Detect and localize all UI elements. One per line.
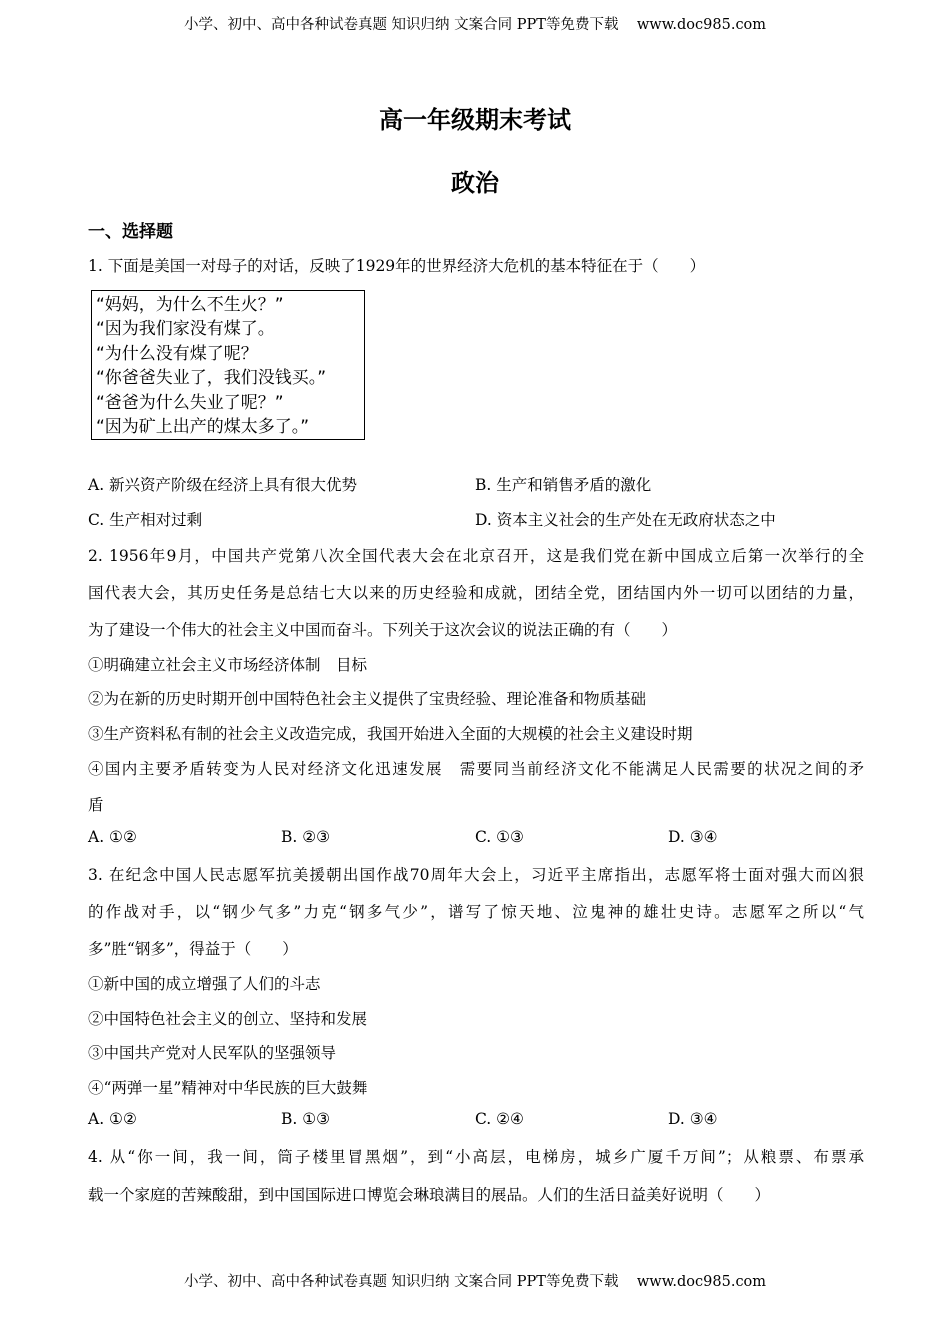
dialogue-line: “爸爸为什么失业了呢？” xyxy=(96,392,284,413)
dialogue-line: “因为矿上出产的煤太多了。” xyxy=(96,417,310,438)
q3-stem-line: 的作战对手，以“钢少气多”力克“钢多气少”，谱写了惊天地、泣鬼神的雄壮史诗。志愿军之所以“气 xyxy=(88,903,864,921)
dialogue-box xyxy=(91,290,365,440)
q3-option-a: A. ①② xyxy=(88,1110,137,1128)
q3-option-b: B. ①③ xyxy=(281,1110,331,1128)
q3-item: ①新中国的成立增强了人们的斗志 xyxy=(88,975,321,993)
q2-item: ④国内主要矛盾转变为人民对经济文化迅速发展 需要同当前经济文化不能满足人民需要的状况之间的矛 xyxy=(88,760,864,778)
page-header: 小学、初中、高中各种试卷真题 知识归纳 文案合同 PPT等免费下载 www.doc985.com xyxy=(183,17,767,33)
q1-option-b: B. 生产和销售矛盾的激化 xyxy=(475,476,652,494)
q1-option-c: C. 生产相对过剩 xyxy=(88,511,203,529)
q3-stem-line: 多”胜“钢多”，得益于（ ） xyxy=(88,940,298,958)
dialogue-line: “因为我们家没有煤了。 xyxy=(96,319,275,340)
q3-option-d: D. ③④ xyxy=(668,1110,718,1128)
q2-option-d: D. ③④ xyxy=(668,828,718,846)
q2-option-c: C. ①③ xyxy=(475,828,524,846)
q2-stem-line: 2. 1956年9月，中国共产党第八次全国代表大会在北京召开，这是我们党在新中国成立后第一次举行的全 xyxy=(88,547,864,565)
dialogue-line: “为什么没有煤了呢？ xyxy=(96,343,258,364)
exam-title: 高一年级期末考试 xyxy=(379,105,571,134)
q3-stem-line: 3. 在纪念中国人民志愿军抗美援朝出国作战70周年大会上，习近平主席指出，志愿军将士面对强大而凶狠 xyxy=(88,866,864,884)
page-footer: 小学、初中、高中各种试卷真题 知识归纳 文案合同 PPT等免费下载 www.doc985.com xyxy=(183,1274,767,1290)
q1-stem: 1. 下面是美国一对母子的对话，反映了1929年的世界经济大危机的基本特征在于（ ） xyxy=(88,257,706,275)
q2-item: ①明确建立社会主义市场经济体制 目标 xyxy=(88,656,368,674)
q4-stem-line: 载一个家庭的苦辣酸甜，到中国国际进口博览会琳琅满目的展品。人们的生活日益美好说明（ ） xyxy=(88,1186,771,1204)
q2-stem-line: 国代表大会，其历史任务是总结七大以来的历史经验和成就，团结全党，团结国内外一切可以团结的力量， xyxy=(88,584,864,602)
dialogue-line: “妈妈，为什么不生火？” xyxy=(96,295,284,315)
q2-stem-line: 为了建设一个伟大的社会主义中国而奋斗。下列关于这次会议的说法正确的有（ ） xyxy=(88,621,678,639)
dialogue-line: “你爸爸失业了，我们没钱买。” xyxy=(96,368,327,389)
q2-item: ③生产资料私有制的社会主义改造完成，我国开始进入全面的大规模的社会主义建设时期 xyxy=(88,725,693,743)
q3-option-c: C. ②④ xyxy=(475,1110,524,1128)
q1-option-d: D. 资本主义社会的生产处在无政府状态之中 xyxy=(475,511,776,529)
q4-stem-line: 4. 从“你一间，我一间，筒子楼里冒黑烟”，到“小高层，电梯房，城乡广厦千万间”；从粮票、布票承 xyxy=(88,1148,864,1166)
q3-item: ③中国共产党对人民军队的坚强领导 xyxy=(88,1044,337,1062)
q2-option-b: B. ②③ xyxy=(281,828,331,846)
section-heading: 一、选择题 xyxy=(88,222,173,242)
q3-item: ②中国特色社会主义的创立、坚持和发展 xyxy=(88,1010,368,1028)
exam-subject: 政治 xyxy=(451,168,499,197)
q3-item: ④“两弹一星”精神对中华民族的巨大鼓舞 xyxy=(88,1079,368,1097)
q2-item: 盾 xyxy=(88,796,104,814)
q2-option-a: A. ①② xyxy=(88,828,137,846)
q1-option-a: A. 新兴资产阶级在经济上具有很大优势 xyxy=(88,476,358,494)
q2-item: ②为在新的历史时期开创中国特色社会主义提供了宝贵经验、理论准备和物质基础 xyxy=(88,690,647,708)
